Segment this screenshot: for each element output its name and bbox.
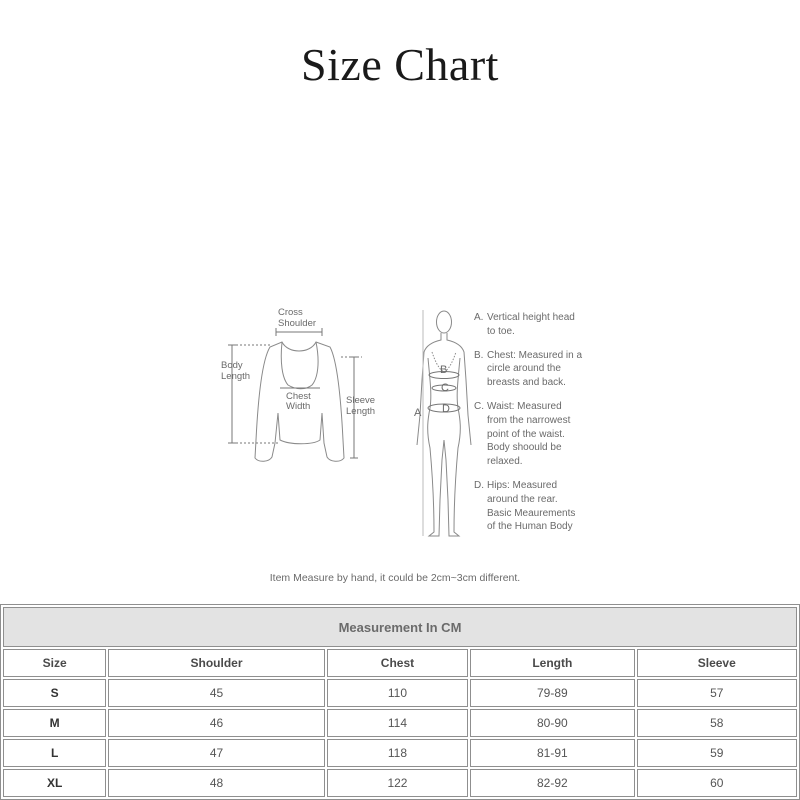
note-letter: C. xyxy=(474,400,484,412)
note-line: circle around the xyxy=(487,363,561,375)
body-label-a: A xyxy=(414,407,422,419)
shoulder-cell: 46 xyxy=(108,709,325,737)
page-title: Size Chart xyxy=(301,39,499,90)
note-b xyxy=(474,349,594,390)
size-cell: XL xyxy=(3,769,106,797)
sleeve-cell: 58 xyxy=(637,709,797,737)
note-line: Vertical height head xyxy=(487,312,575,323)
table-row xyxy=(3,769,797,797)
cross-shoulder-label: Cross xyxy=(278,307,303,318)
note-line: point of the waist. xyxy=(487,428,565,440)
measurement-footnote: Item Measure by hand, it could be 2cm~3cm different. xyxy=(269,572,521,584)
size-cell: M xyxy=(3,709,106,737)
chest-width-label: Width xyxy=(286,401,311,412)
chest-width-label: Chest xyxy=(286,391,311,402)
table-row xyxy=(3,679,797,707)
size-table xyxy=(0,604,800,800)
body-length-label: Length xyxy=(221,371,251,382)
table-caption: Measurement In CM xyxy=(3,607,797,647)
sleeve-cell: 57 xyxy=(637,679,797,707)
note-d xyxy=(474,479,594,534)
length-cell: 82-92 xyxy=(470,769,634,797)
column-header: Length xyxy=(470,649,634,677)
note-line: Chest: Measured in a xyxy=(487,349,583,361)
body-label-d: D xyxy=(442,403,450,415)
cross-shoulder-label: Shoulder xyxy=(278,318,317,329)
note-letter: D. xyxy=(474,479,484,491)
note-line: from the narrowest xyxy=(487,414,571,426)
chest-cell: 110 xyxy=(327,679,468,707)
note-line: of the Human Body xyxy=(487,521,573,533)
sleeve-length-label: Sleeve xyxy=(346,395,376,406)
shoulder-cell: 48 xyxy=(108,769,325,797)
table-row xyxy=(3,739,797,767)
sleeve-cell: 59 xyxy=(637,739,797,767)
sleeve-cell: 60 xyxy=(637,769,797,797)
length-cell: 81-91 xyxy=(470,739,634,767)
chest-cell: 122 xyxy=(327,769,468,797)
length-cell: 79-89 xyxy=(470,679,634,707)
note-letter: B. xyxy=(474,349,484,361)
chest-cell: 114 xyxy=(327,709,468,737)
note-line: around the rear. xyxy=(487,493,558,505)
chest-cell: 118 xyxy=(327,739,468,767)
note-line: to toe. xyxy=(487,325,515,337)
shoulder-cell: 45 xyxy=(108,679,325,707)
measurement-notes xyxy=(474,311,594,544)
column-header: Sleeve xyxy=(637,649,797,677)
table-row xyxy=(3,709,797,737)
note-c xyxy=(474,400,594,469)
table-caption-row xyxy=(3,607,797,647)
shoulder-cell: 47 xyxy=(108,739,325,767)
note-line: relaxed. xyxy=(487,456,523,468)
size-cell: L xyxy=(3,739,106,767)
body-length-label: Body xyxy=(221,360,243,371)
table-header-row xyxy=(3,649,797,677)
note-line: Waist: Measured xyxy=(487,400,562,412)
column-header: Shoulder xyxy=(108,649,325,677)
note-a xyxy=(474,311,594,339)
note-line: Basic Meaurements xyxy=(487,507,576,519)
column-header: Chest xyxy=(327,649,468,677)
body-label-b: B xyxy=(440,364,448,376)
human-body-outline xyxy=(417,311,471,536)
size-cell: S xyxy=(3,679,106,707)
note-line: Hips: Measured xyxy=(487,479,558,491)
cross-shoulder-arrow xyxy=(276,328,322,336)
note-line: breasts and back. xyxy=(487,377,566,389)
length-cell: 80-90 xyxy=(470,709,634,737)
body-label-c: C xyxy=(441,382,449,394)
column-header: Size xyxy=(3,649,106,677)
note-line: Body shoould be xyxy=(487,442,562,454)
note-letter: A. xyxy=(474,312,484,323)
sleeve-length-label: Length xyxy=(346,406,376,417)
